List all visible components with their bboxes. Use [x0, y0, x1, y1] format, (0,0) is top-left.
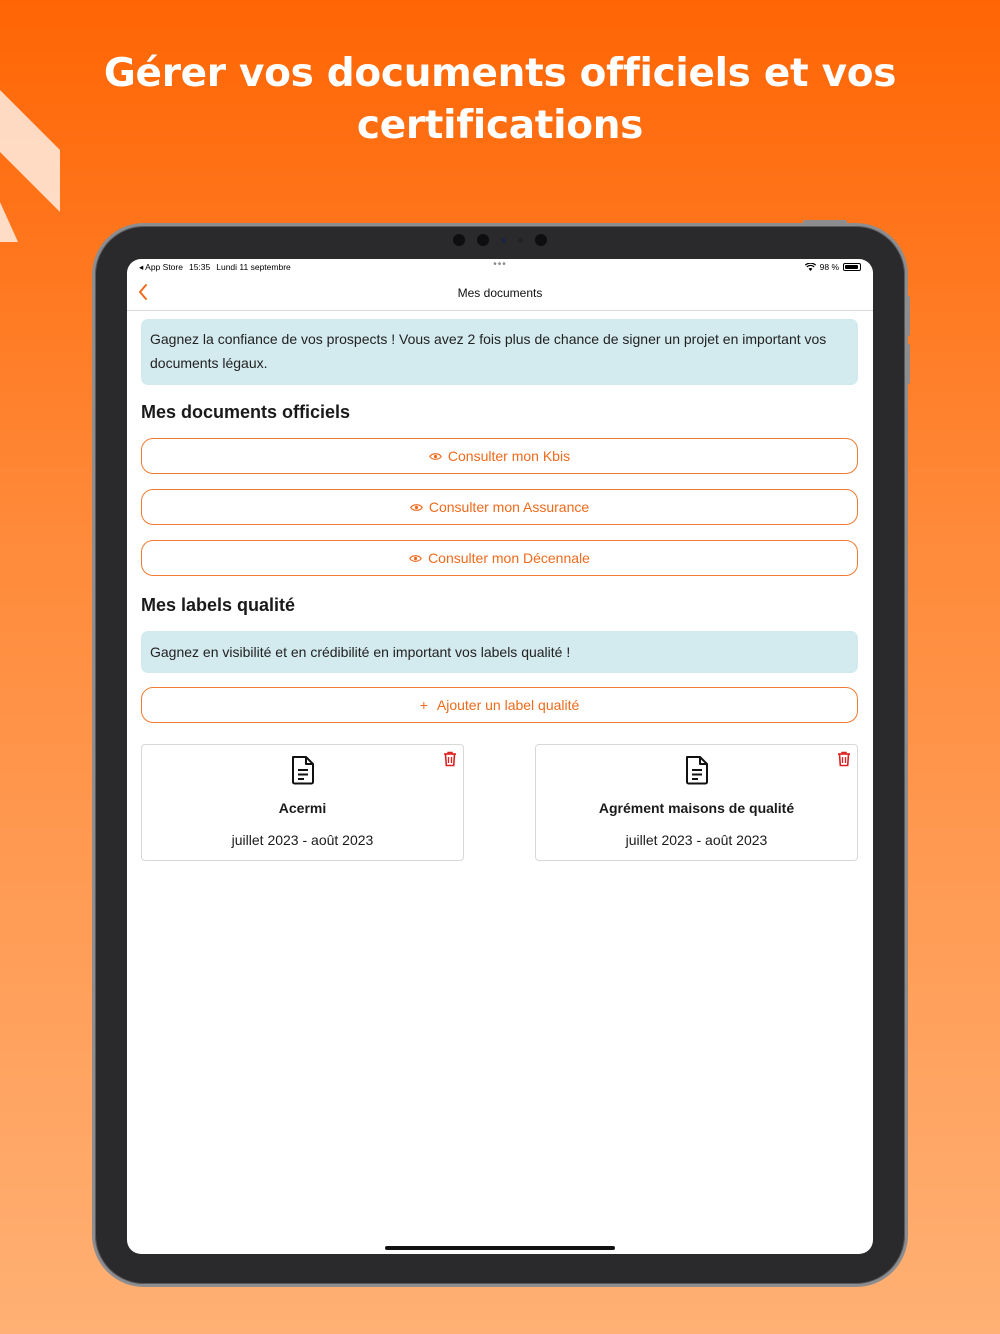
quality-label-dates: juillet 2023 - août 2023: [625, 832, 768, 848]
view-kbis-label: Consulter mon Kbis: [447, 448, 571, 464]
volume-down-button: [906, 344, 910, 384]
view-insurance-button[interactable]: [141, 489, 858, 525]
plus-icon: +: [419, 697, 428, 713]
sensor-dot: [453, 234, 465, 246]
home-indicator[interactable]: [385, 1246, 615, 1250]
add-quality-label-text: Ajouter un label qualité: [436, 697, 580, 713]
view-insurance-label: Consulter mon Assurance: [428, 499, 590, 515]
status-time: 15:35: [188, 261, 211, 272]
decorative-chevron: [0, 90, 60, 242]
quality-label-card[interactable]: [141, 744, 464, 861]
eye-icon: [429, 452, 442, 461]
quality-label-name: Acermi: [278, 800, 327, 816]
status-bar: [127, 259, 873, 275]
battery-icon: [843, 263, 861, 271]
power-button: [803, 220, 847, 224]
back-to-app-store[interactable]: ◂ App Store: [139, 261, 183, 272]
sensor-dot: [535, 234, 547, 246]
camera-bar: [453, 234, 547, 246]
app-screen: [127, 259, 873, 1254]
battery-percentage: 98 %: [819, 262, 839, 272]
view-decennale-button[interactable]: [141, 540, 858, 576]
nav-bar: [127, 275, 873, 311]
document-icon: [290, 755, 316, 785]
quality-label-card[interactable]: [535, 744, 858, 861]
sensor-dot: [518, 238, 523, 243]
view-kbis-button[interactable]: [141, 438, 858, 474]
official-documents-title: Mes documents officiels: [141, 402, 351, 422]
promo-headline-line1: Gérer vos documents officiels et vos: [103, 51, 897, 96]
document-icon: [684, 755, 710, 785]
quality-labels-banner: Gagnez en visibilité et en crédibilité en important vos labels qualité !: [141, 631, 858, 673]
intro-banner: Gagnez la confiance de vos prospects ! Vous avez 2 fois plus de chance de signer un projet en important vos documents légaux.: [141, 319, 858, 385]
promo-headline-line2: certifications: [356, 103, 644, 148]
quality-labels-title: Mes labels qualité: [141, 595, 296, 615]
view-decennale-label: Consulter mon Décennale: [428, 550, 590, 566]
promo-headline: [60, 48, 940, 152]
quality-label-cards: [141, 744, 858, 861]
nav-title: Mes documents: [457, 285, 543, 300]
status-date: Lundi 11 septembre: [216, 261, 291, 272]
documents-content: [127, 311, 873, 861]
eye-icon: [410, 503, 423, 512]
tablet-frame: [92, 223, 908, 1287]
wifi-icon: [805, 263, 816, 271]
add-quality-label-button[interactable]: [141, 687, 858, 723]
trash-icon[interactable]: [443, 751, 457, 767]
quality-label-dates: juillet 2023 - août 2023: [231, 832, 374, 848]
sensor-dot: [477, 234, 489, 246]
trash-icon[interactable]: [837, 751, 851, 767]
multitasking-dots[interactable]: •••: [493, 259, 507, 270]
volume-up-button: [906, 296, 910, 336]
quality-label-name: Agrément maisons de qualité: [598, 800, 795, 816]
back-chevron-icon[interactable]: [137, 283, 149, 301]
eye-icon: [409, 554, 422, 563]
camera-lens: [501, 238, 506, 243]
